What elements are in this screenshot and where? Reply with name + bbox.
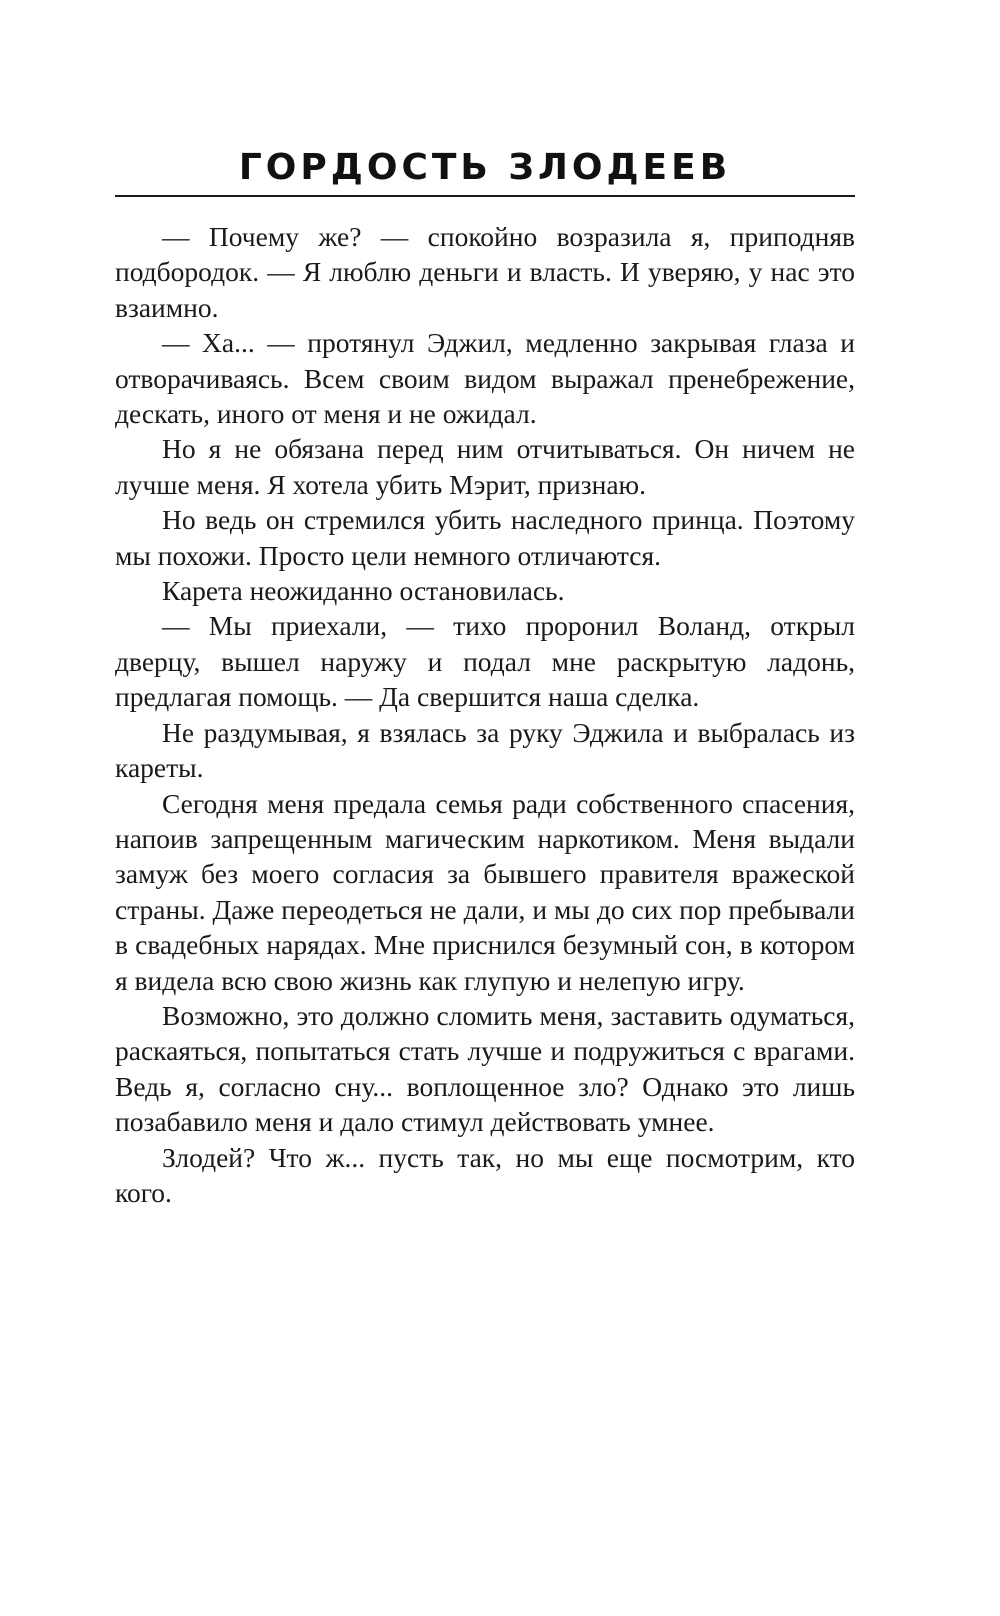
- paragraph: Не раздумывая, я взялась за руку Эджила и выбралась из кареты.: [115, 716, 855, 784]
- paragraph: — Почему же? — спокойно возразила я, приподняв подбородок. — Я люблю деньги и власть. И уверяю, у нас это взаимно.: [115, 221, 855, 323]
- header-rule: [115, 195, 855, 197]
- paragraph: Но я не обязана перед ним отчитываться. Он ничем не лучше меня. Я хотела убить Мэрит, признаю.: [115, 433, 855, 500]
- paragraph: — Ха... — протянул Эджил, медленно закрывая глаза и отворачиваясь. Всем своим видом выражал пренебрежение, дескать, иного от меня и не ожидал.: [115, 327, 855, 430]
- running-head-title: ГОРДОСТЬ ЗЛОДЕЕВ: [238, 147, 732, 188]
- paragraph: Но ведь он стремился убить наследного принца. Поэтому мы похожи. Просто цели немного отличаются.: [115, 504, 855, 571]
- paragraph: Сегодня меня предала семья ради собственного спасения, напоив запрещенным магическим наркотиком. Меня выдали замуж без моего согласия за бывшего правителя вражеской страны. Даже переодеться не дали, и мы до сих пор пребывали в свадебных нарядах. Мне приснился безумный сон, в котором я видела всю свою жизнь как глупую и нелепую игру.: [115, 787, 855, 996]
- paragraph: Злодей? Что ж... пусть так, но мы еще посмотрим, кто кого.: [115, 1141, 855, 1208]
- paragraph: — Мы приехали, — тихо проронил Воланд, открыл дверцу, вышел наружу и подал мне раскрытую ладонь, предлагая помощь. — Да свершится наша сделка.: [115, 610, 855, 713]
- body-text: [115, 219, 855, 1210]
- paragraph: Возможно, это должно сломить меня, заставить одуматься, раскаяться, попытаться стать лучше и подружиться с врагами. Ведь я, согласно сну... воплощенное зло? Однако это лишь позабавило меня и дало стимул действовать умнее.: [115, 999, 855, 1138]
- paragraph: Карета неожиданно остановилась.: [162, 575, 565, 607]
